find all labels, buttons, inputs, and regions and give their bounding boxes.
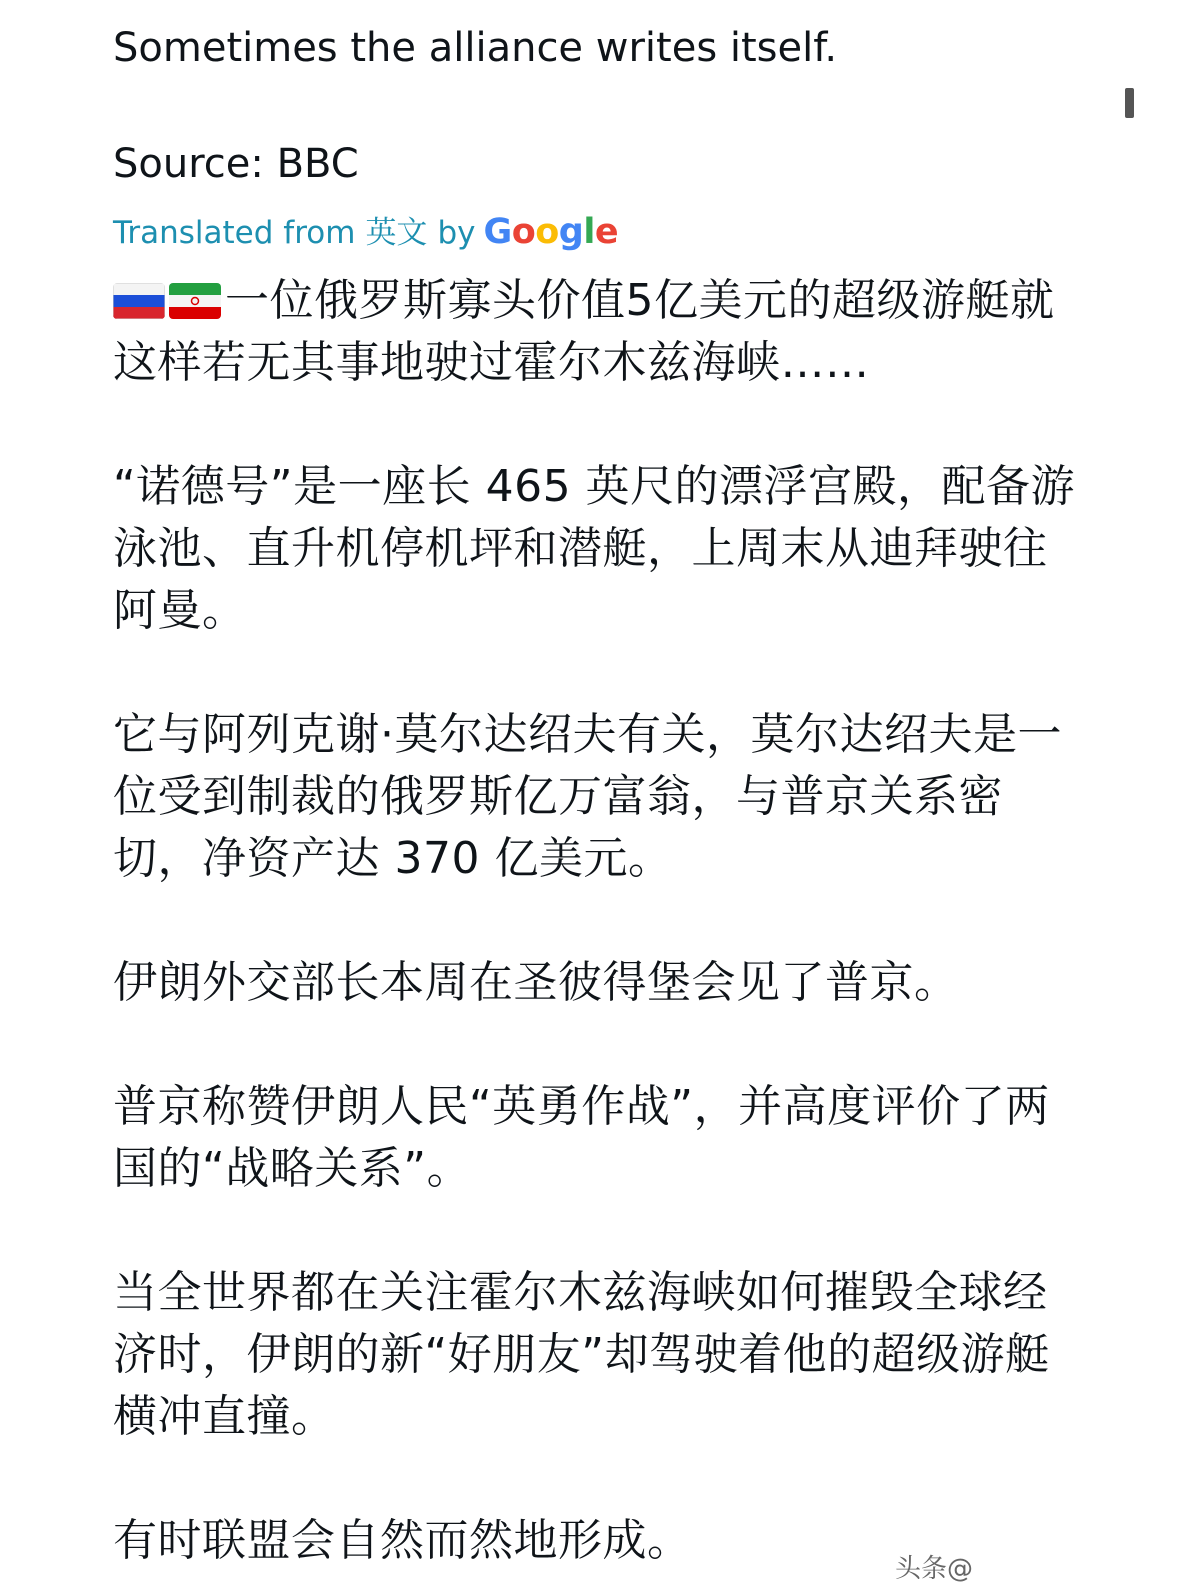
translated-body: [113, 270, 1088, 1572]
paragraph: 伊朗外交部长本周在圣彼得堡会见了普京。: [113, 957, 959, 1008]
google-logo: Google: [483, 212, 619, 252]
paragraph: “诺德号”是一座长 465 英尺的漂浮宫殿，配备游泳池、直升机停机坪和潜艇，上周末从迪拜驶往阿曼。: [113, 461, 1076, 636]
paragraph: 普京称赞伊朗人民“英勇作战”，并高度评价了两国的“战略关系”。: [113, 1081, 1050, 1194]
source-language: 英文: [365, 215, 428, 251]
translation-notice[interactable]: [113, 210, 618, 255]
paragraph-text: 一位俄罗斯寡头价值5亿美元的超级游艇就这样若无其事地驶过霍尔木兹海峡……: [113, 275, 1055, 388]
paragraph: 它与阿列克谢·莫尔达绍夫有关，莫尔达绍夫是一位受到制裁的俄罗斯亿万富翁，与普京关系密切，净资产达 370 亿美元。: [113, 709, 1062, 884]
watermark: 头条@: [895, 1554, 974, 1584]
iran-flag-icon: [169, 283, 221, 319]
translated-from-label: Translated from: [113, 215, 356, 251]
scrollbar-thumb[interactable]: [1125, 88, 1134, 118]
translated-by-label: by: [437, 215, 476, 251]
paragraph: 当全世界都在关注霍尔木兹海峡如何摧毁全球经济时，伊朗的新“好朋友”却驾驶着他的超级游艇横冲直撞。: [113, 1267, 1050, 1442]
russia-flag-icon: [113, 283, 165, 319]
paragraph: 有时联盟会自然而然地形成。: [113, 1515, 692, 1566]
original-text-line: Sometimes the alliance writes itself.: [113, 25, 838, 71]
source-line: Source: BBC: [113, 141, 359, 187]
paragraph: [113, 270, 1088, 394]
